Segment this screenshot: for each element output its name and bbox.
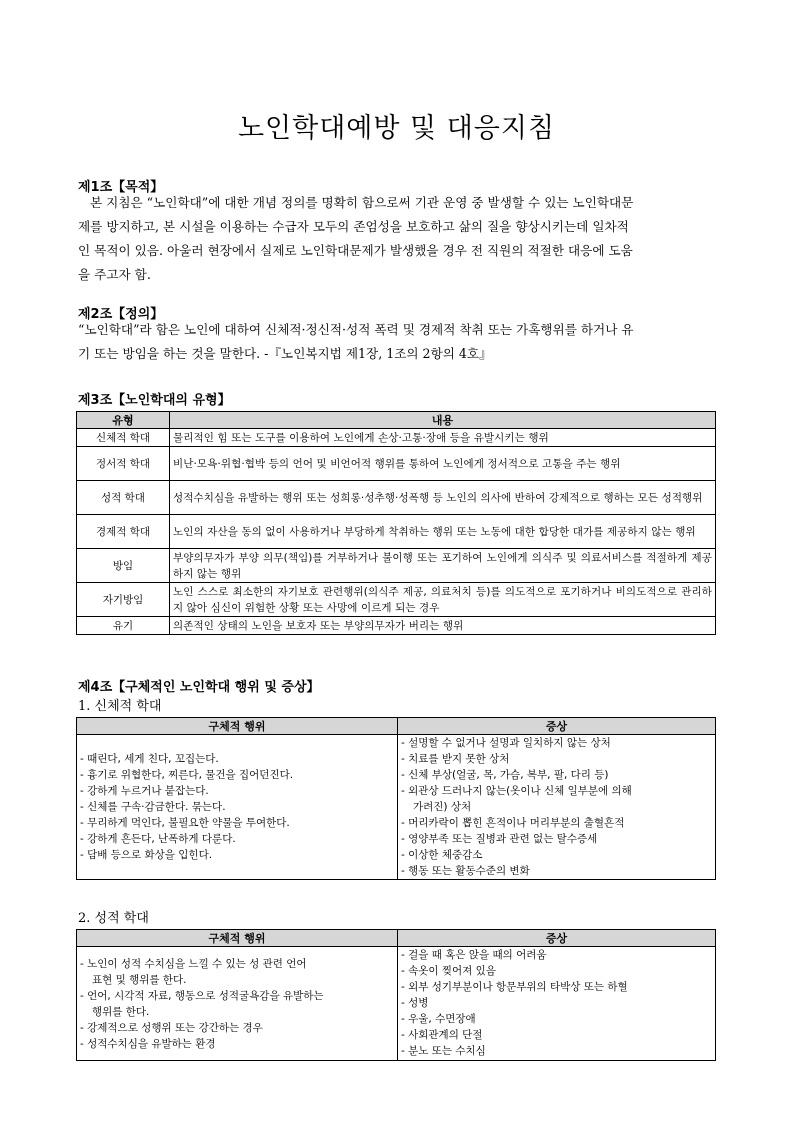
list-item: - 성병 (401, 997, 429, 1009)
sexual-abuse-table (76, 929, 716, 1061)
desc-cell: 물리적인 힘 또는 도구를 이용하여 노인에게 손상·고통·장애 등을 유발시키는 행위 (170, 429, 716, 447)
type-cell: 방임 (77, 549, 170, 583)
list-item-continued: 표현 및 행위를 한다. (92, 973, 187, 986)
list-item: - 때린다, 세게 친다, 꼬집는다. (80, 753, 219, 765)
symptom-cell (398, 735, 716, 880)
type-cell: 유기 (77, 617, 170, 635)
type-cell: 성적 학대 (77, 481, 170, 515)
type-cell: 자기방임 (77, 583, 170, 617)
desc-cell: 부양의무자가 부양 의무(책임)를 거부하거나 불이행 또는 포기하여 노인에게 의식주 및 의료서비스를 적절하게 제공하지 않는 행위 (170, 549, 716, 583)
page-title: 노인학대예방 및 대응지침 (237, 113, 556, 144)
article1-line: 본 지침은 “노인학대”에 대한 개념 정의를 명확히 함으로써 기관 운영 중 발생할 수 있는 노인학대문 (78, 195, 634, 210)
list-item: - 신체를 구속·감금한다. 묶는다. (80, 801, 226, 813)
list-item: - 사회관계의 단절 (401, 1029, 483, 1041)
table-row (77, 583, 716, 617)
list-item: - 무리하게 먹인다, 불필요한 약물을 투여한다. (80, 817, 290, 829)
article2-line: “노인학대”라 함은 노인에 대하여 신체적·정신적·성적 폭력 및 경제적 착취 또는 가혹행위를 하거나 유 (78, 322, 634, 337)
abuse-types-table (76, 411, 716, 635)
list-item: - 흉기로 위협한다, 찌른다, 물건을 집어던진다. (80, 769, 294, 781)
table-header-row (77, 930, 716, 947)
column-header-act: 구체적 행위 (77, 930, 398, 947)
column-header-desc: 내용 (170, 412, 716, 429)
article1-line: 제를 방지하고, 본 시설을 이용하는 수급자 모두의 존엄성을 보호하고 삶의 질을 향상시키는데 일차적 (78, 219, 629, 234)
table-row (77, 481, 716, 515)
desc-cell: 노인 스스로 최소한의 자기보호 관련행위(의식주 제공, 의료처치 등)를 의도적으로 포기하거나 비의도적으로 관리하지 않아 심신이 위험한 상황 또는 사망에 이르게 되는 경우 (170, 583, 716, 617)
list-item: - 분노 또는 수치심 (401, 1045, 486, 1057)
article1-heading: 제1조【목적】 (78, 180, 164, 195)
desc-cell: 비난·모욕·위협·협박 등의 언어 및 비언어적 행위를 통하여 노인에게 정서적으로 고통을 주는 행위 (170, 447, 716, 481)
list-item: - 걸을 때 혹은 앉을 때의 어려움 (401, 949, 547, 961)
table-row (77, 447, 716, 481)
table-row (77, 515, 716, 549)
table-header-row (77, 718, 716, 735)
column-header-symptom: 증상 (398, 718, 716, 735)
table-row (77, 429, 716, 447)
article1-line: 을 주고자 함. (78, 267, 151, 282)
article4-heading: 제4조【구체적인 노인학대 행위 및 증상】 (78, 680, 320, 695)
list-item: - 설명할 수 없거나 설명과 일치하지 않는 상처 (401, 737, 611, 749)
list-item: - 치료를 받지 못한 상처 (401, 753, 510, 765)
list-item: - 영양부족 또는 질병과 관련 없는 탈수증세 (401, 833, 598, 845)
article2-heading: 제2조【정의】 (78, 307, 164, 322)
article2-line: 기 또는 방임을 하는 것을 말한다. -『노인복지법 제1장, 1조의 2항의 4호』 (78, 346, 492, 361)
act-cell (77, 947, 398, 1061)
article1-body (78, 191, 718, 287)
column-header-type: 유형 (77, 412, 170, 429)
type-cell: 정서적 학대 (77, 447, 170, 481)
list-item: - 성적수치심을 유발하는 환경 (80, 1037, 216, 1050)
list-item: - 신체 부상(얼굴, 목, 가슴, 복부, 팔, 다리 등) (401, 769, 609, 781)
table-row (77, 549, 716, 583)
article2-body (78, 318, 718, 366)
sexual-abuse-subtitle: 2. 성적 학대 (78, 911, 149, 926)
list-item: - 외관상 드러나지 않는(옷이나 신체 일부분에 의해 (401, 785, 632, 797)
symptom-cell (398, 947, 716, 1061)
table-header-row (77, 412, 716, 429)
desc-cell: 노인의 자산을 동의 없이 사용하거나 부당하게 착취하는 행위 또는 노동에 대한 합당한 대가를 제공하지 않는 행위 (170, 515, 716, 549)
type-cell: 경제적 학대 (77, 515, 170, 549)
list-item: - 우울, 수면장애 (401, 1013, 476, 1025)
list-item: - 행동 또는 활동수준의 변화 (401, 865, 530, 877)
list-item-continued: 행위를 한다. (92, 1005, 150, 1018)
list-item: - 이상한 체중감소 (401, 849, 483, 861)
table-row (77, 617, 716, 635)
column-header-symptom: 증상 (398, 930, 716, 947)
list-item: - 속옷이 찢어져 있음 (401, 965, 496, 977)
column-header-act: 구체적 행위 (77, 718, 398, 735)
list-item: - 담배 등으로 화상을 입힌다. (80, 849, 213, 861)
article1-line: 인 목적이 있음. 아울러 현장에서 실제로 노인학대문제가 발생했을 경우 전 직원의 적절한 대응에 도움 (78, 243, 633, 258)
article3-heading: 제3조【노인학대의 유형】 (78, 393, 231, 408)
physical-abuse-table (76, 717, 716, 880)
desc-cell: 의존적인 상태의 노인을 보호자 또는 부양의무자가 버리는 행위 (170, 617, 716, 635)
type-cell: 신체적 학대 (77, 429, 170, 447)
table-row (77, 735, 716, 880)
list-item-continued: 가려진) 상처 (413, 801, 472, 813)
list-item: - 머리카락이 뽑힌 흔적이나 머리부분의 출혈흔적 (401, 817, 625, 829)
list-item: - 강하게 누르거나 붙잡는다. (80, 785, 209, 797)
list-item: - 강제적으로 성행위 또는 강간하는 경우 (80, 1021, 263, 1034)
physical-abuse-subtitle: 1. 신체적 학대 (78, 699, 162, 714)
desc-cell: 성적수치심을 유발하는 행위 또는 성희롱·성추행·성폭행 등 노인의 의사에 반하여 강제적으로 행하는 모든 성적행위 (170, 481, 716, 515)
table-row (77, 947, 716, 1061)
list-item: - 노인이 성적 수치심을 느낄 수 있는 성 관련 언어 (80, 957, 307, 970)
list-item: - 외부 성기부분이나 항문부위의 타박상 또는 하혈 (401, 981, 628, 993)
list-item: - 언어, 시각적 자료, 행동으로 성적굴욕감을 유발하는 (80, 989, 324, 1002)
act-cell (77, 735, 398, 880)
list-item: - 강하게 흔든다, 난폭하게 다룬다. (80, 833, 236, 845)
